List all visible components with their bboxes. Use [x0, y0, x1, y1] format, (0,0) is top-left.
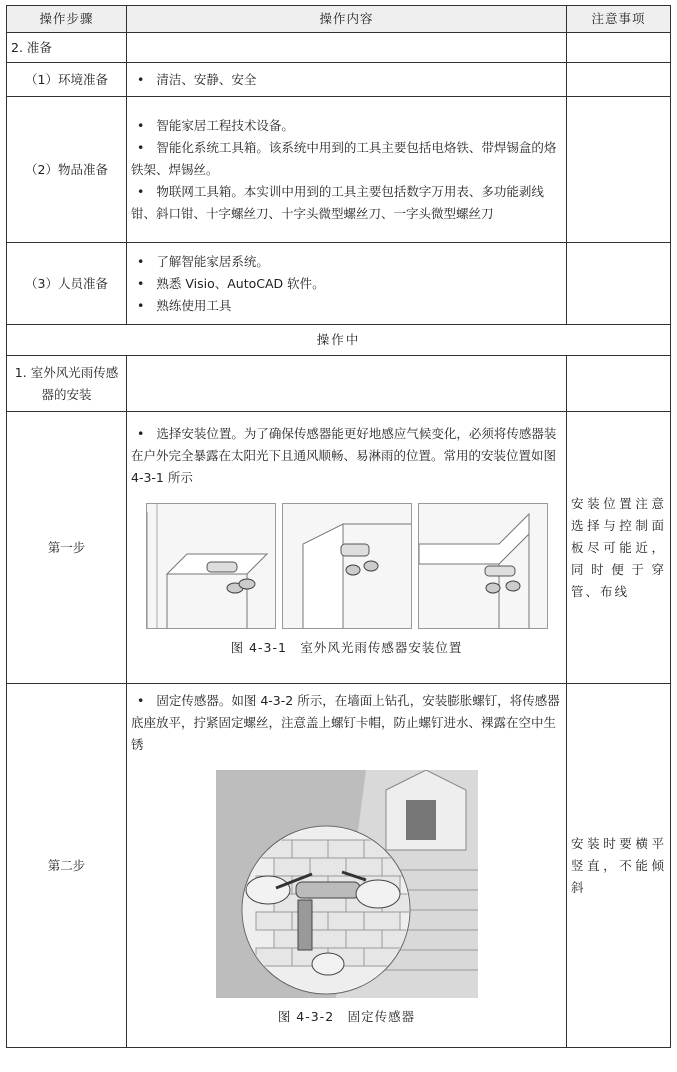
- step1-row: [7, 412, 671, 684]
- figure-caption-2: 图 4-3-2 固定传感器: [277, 1008, 416, 1024]
- env-label: （1）环境准备: [7, 63, 127, 97]
- staff-item-1: • 了解智能家居系统。: [131, 251, 562, 273]
- goods-item-2: • 智能化系统工具箱。该系统中用到的工具主要包括电烙铁、带焊锡盒的烙铁架、焊锡丝。: [131, 137, 562, 181]
- header-step: 操作步骤: [7, 6, 127, 33]
- header-row: [7, 6, 671, 33]
- goods-row: [7, 97, 671, 243]
- section-row: [7, 325, 671, 356]
- header-content: 操作内容: [127, 6, 567, 33]
- step1-text: • 选择安装位置。为了确保传感器能更好地感应气候变化，必须将传感器装在户外完全暴露在太阳光下且通风顺畅、易淋雨的位置。常用的安装位置如图 4-3-1 所示: [131, 423, 562, 489]
- section-title: 操作中: [7, 325, 671, 356]
- prep-row: [7, 33, 671, 63]
- install-figure-1: [146, 503, 276, 629]
- task-row: [7, 356, 671, 412]
- install-figure-3: [418, 503, 548, 629]
- install-figures: [131, 503, 562, 629]
- staff-label: （3）人员准备: [7, 243, 127, 325]
- goods-label: （2）物品准备: [7, 97, 127, 243]
- goods-item-1: • 智能家居工程技术设备。: [131, 115, 562, 137]
- install-figure-2: [282, 503, 412, 629]
- procedure-table: [6, 5, 671, 1048]
- staff-row: [7, 243, 671, 325]
- step1-label: 第一步: [7, 412, 127, 684]
- figure-caption-1: 图 4-3-1 室外风光雨传感器安装位置: [230, 639, 463, 655]
- staff-item-3: • 熟练使用工具: [131, 295, 562, 317]
- fixing-sensor-photo: [216, 770, 478, 998]
- env-row: [7, 63, 671, 97]
- goods-item-3: • 物联网工具箱。本实训中用到的工具主要包括数字万用表、多功能剥线钳、斜口钳、十字螺丝刀、十字头微型螺丝刀、一字头微型螺丝刀: [131, 181, 562, 225]
- header-notes: 注意事项: [567, 6, 671, 33]
- step1-note: 安装位置注意选择与控制面板尽可能近，同时便于穿管、布线: [567, 412, 671, 684]
- staff-item-2: • 熟悉 Visio、AutoCAD 软件。: [131, 273, 562, 295]
- step2-note: 安装时要横平竖直，不能倾斜: [567, 684, 671, 1048]
- step2-label: 第二步: [7, 684, 127, 1048]
- env-item: • 清洁、安静、安全: [131, 69, 562, 91]
- step2-text: • 固定传感器。如图 4-3-2 所示，在墙面上钻孔，安装膨胀螺钉，将传感器底座放平，拧紧固定螺丝，注意盖上螺钉卡帽，防止螺钉进水、裸露在空中生锈: [131, 690, 562, 756]
- prep-title: 2. 准备: [7, 33, 127, 63]
- step2-row: [7, 684, 671, 1048]
- task-label: 1. 室外风光雨传感器的安装: [7, 356, 127, 412]
